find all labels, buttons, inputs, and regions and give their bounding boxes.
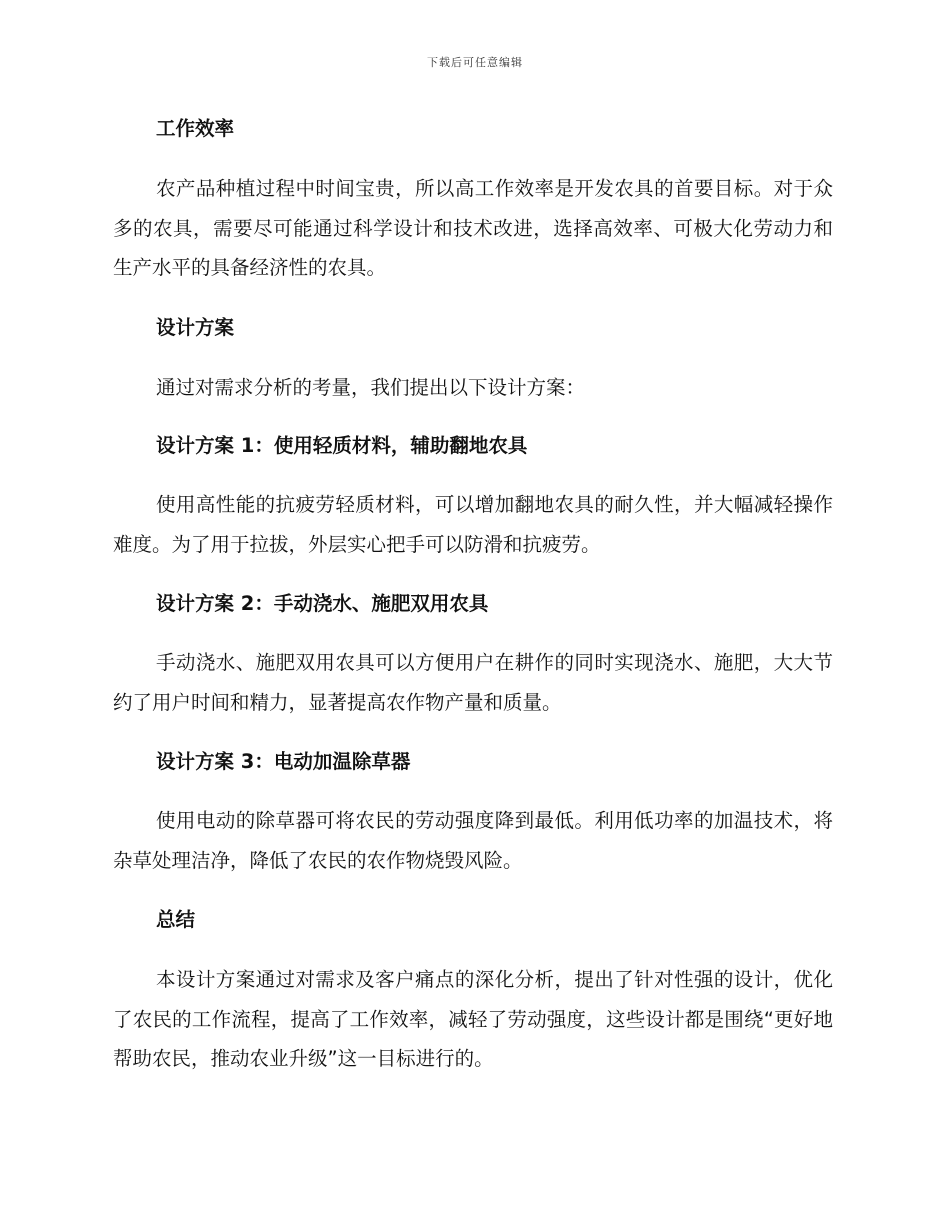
- section-heading-design: 设计方案: [156, 315, 235, 339]
- section-heading-efficiency: 工作效率: [156, 117, 235, 140]
- section-heading-plan3: 设计方案 3：电动加温除草器: [156, 750, 411, 773]
- paragraph-efficiency: 农产品种植过程中时间宝贵，所以高工作效率是开发农具的首要目标。对于众多的农具，需要尽可能通过科学设计和技术改进，选择高效率、可极大化劳动力和生产水平的具备经济性的农具。: [113, 177, 833, 279]
- section-heading-plan2: 设计方案 2：手动浇水、施肥双用农具: [156, 592, 489, 615]
- document-body: [113, 110, 833, 1079]
- section-heading-summary: 总结: [156, 908, 196, 931]
- paragraph-design-intro: 通过对需求分析的考量，我们提出以下设计方案：: [156, 375, 586, 399]
- paragraph-plan3: 使用电动的除草器可将农民的劳动强度降到最低。利用低功率的加温技术，将杂草处理洁净，降低了农民的农作物烧毁风险。: [113, 809, 833, 872]
- paragraph-summary: 本设计方案通过对需求及客户痛点的深化分析，提出了针对性强的设计，优化了农民的工作流程，提高了工作效率，减轻了劳动强度，这些设计都是围绕“更好地帮助农民，推动农业升级”这一目标进行的。: [113, 968, 833, 1070]
- paragraph-plan1: 使用高性能的抗疲劳轻质材料，可以增加翻地农具的耐久性，并大幅减轻操作难度。为了用于拉拔，外层实心把手可以防滑和抗疲劳。: [113, 493, 833, 556]
- paragraph-plan2: 手动浇水、施肥双用农具可以方便用户在耕作的同时实现浇水、施肥，大大节约了用户时间和精力，显著提高农作物产量和质量。: [113, 651, 833, 714]
- section-heading-plan1: 设计方案 1：使用轻质材料，辅助翻地农具: [156, 434, 528, 457]
- header-note: 下载后可任意编辑: [427, 56, 523, 69]
